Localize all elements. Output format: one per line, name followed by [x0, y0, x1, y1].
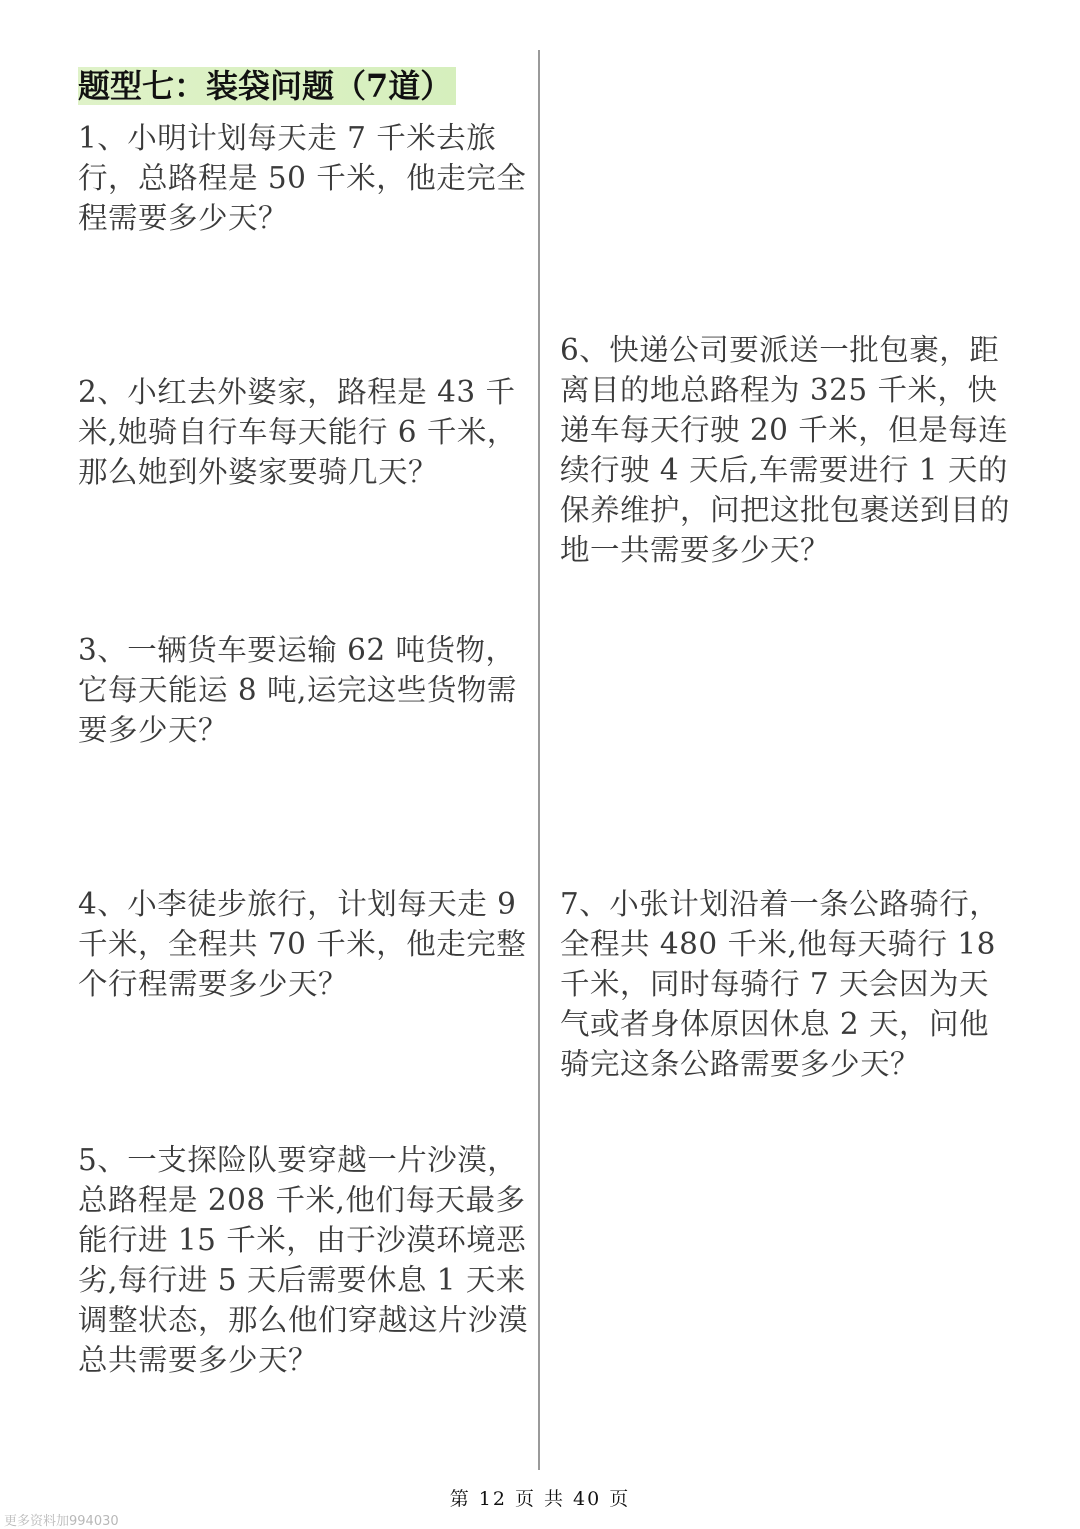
problem-6: 6、快递公司要派送一批包裹，距离目的地总路程为 325 千米，快递车每天行驶 20 千米，但是每连续行驶 4 天后,车需要进行 1 天的保养维护，问把这批包裹送到目的地一共需要多少天？ — [560, 333, 1011, 567]
page-number: 第 12 页 共 40 页 — [449, 1488, 631, 1510]
problem-7: 7、小张计划沿着一条公路骑行，全程共 480 千米,他每天骑行 18 千米，同时每骑行 7 天会因为天气或者身体原因休息 2 天，问他骑完这条公路需要多少天？ — [560, 887, 1000, 1081]
problem-5: 5、一支探险队要穿越一片沙漠，总路程是 208 千米,他们每天最多能行进 15 千米，由于沙漠环境恶劣,每行进 5 天后需要休息 1 天来调整状态，那么他们穿越这片沙漠总共需要多少天？ — [78, 1143, 529, 1377]
problem-1: 1、小明计划每天走 7 千米去旅行，总路程是 50 千米，他走完全程需要多少天？ — [78, 121, 527, 235]
section-title — [78, 66, 456, 108]
problem-4: 4、小李徒步旅行，计划每天走 9 千米，全程共 70 千米，他走完整个行程需要多少天？ — [78, 887, 527, 1001]
watermark-text: 更多资料加994030 — [4, 1514, 119, 1529]
problem-3: 3、一辆货车要运输 62 吨货物，它每天能运 8 吨,运完这些货物需要多少天？ — [78, 633, 517, 747]
problem-2: 2、小红去外婆家，路程是 43 千米,她骑自行车每天能行 6 千米，那么她到外婆家要骑几天？ — [78, 375, 517, 489]
column-divider — [538, 50, 540, 1470]
section-title-text: 题型七：装袋问题（7道） — [78, 67, 456, 105]
